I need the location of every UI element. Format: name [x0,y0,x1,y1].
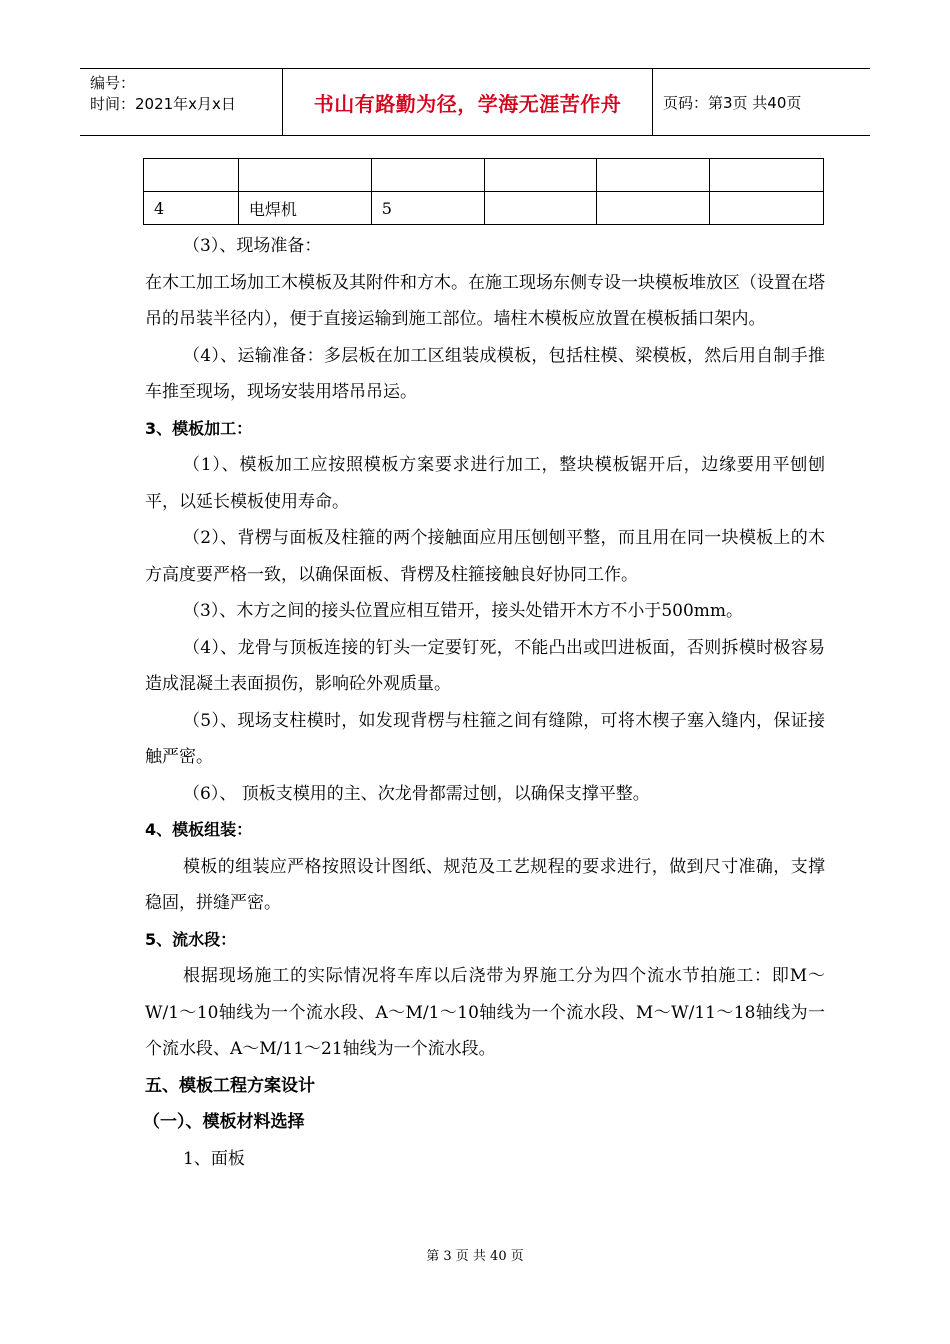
paragraph: 根据现场施工的实际情况将车库以后浇带为界施工分为四个流水节拍施工：即M～W/1～10轴线为一个流水段、A～M/1～10轴线为一个流水段、M～W/11～18轴线为一个流水段、A～M/11～21轴线为一个流水段。 [145,966,825,1059]
paragraph: （4）、龙骨与顶板连接的钉头一定要钉死，不能凸出或凹进板面，否则拆模时极容易造成混凝土表面损伤，影响砼外观质量。 [145,637,825,694]
paragraph: （5）、现场支柱模时，如发现背楞与柱箍之间有缝隙，可将木楔子塞入缝内，保证接触严密。 [145,710,825,767]
paragraph: （3）、木方之间的接头位置应相互错开，接头处错开木方不小于500mm。 [183,601,744,621]
header-meta [80,69,283,135]
section-heading: 5、流水段： [145,929,237,949]
section-heading: 4、模板组装： [145,820,253,839]
paragraph: （2）、背楞与面板及柱箍的两个接触面应用压刨刨平整，而且用在同一块模板上的木方高度要严格一致，以确保面板、背楞及柱箍接触良好协同工作。 [145,528,825,585]
page-footer: 第 3 页 共 40 页 [426,1249,524,1264]
table-cell [484,159,597,192]
table-cell [597,192,710,225]
header-page-code: 页码：第3页 共40页 [663,93,802,112]
header-motto: 书山有路勤为径，学海无涯苦作舟 [283,69,653,135]
section-heading: 3、模板加工： [145,418,253,438]
table-cell: 电焊机 [238,192,371,225]
table-cell [484,192,597,225]
document-number-label: 编号： [90,74,136,92]
table-cell: 5 [371,192,484,225]
subchapter-heading: （一）、模板材料选择 [143,1112,305,1132]
paragraph: 模板的组装应严格按照设计图纸、规范及工艺规程的要求进行，做到尺寸准确，支撑稳固，拼缝严密。 [145,856,825,913]
paragraph: （6）、 顶板支模用的主、次龙骨都需过刨，以确保支撑平整。 [183,783,650,804]
table-row [144,192,824,225]
table-row [144,159,824,192]
paragraph: （3）、现场准备： [183,236,322,256]
paragraph: （1）、模板加工应按照模板方案要求进行加工，整块模板锯开后，边缘要用平刨刨平，以延长模板使用寿命。 [145,455,825,512]
equipment-table [143,158,824,225]
page-header [80,68,870,136]
paragraph: 在木工加工场加工木模板及其附件和方木。在施工现场东侧专设一块模板堆放区（设置在塔吊的吊装半径内），便于直接运输到施工部位。墙柱木模板应放置在模板插口架内。 [145,272,825,329]
body-content [145,228,825,1177]
table-cell [710,159,824,192]
table-cell [144,159,239,192]
paragraph: 1、面板 [183,1148,245,1169]
table-cell [371,159,484,192]
document-time-label: 时间：2021年x月x日 [90,95,236,113]
paragraph: （4）、运输准备：多层板在加工区组装成模板，包括柱模、梁模板，然后用自制手推车推至现场，现场安装用塔吊吊运。 [145,345,825,402]
table-cell: 4 [144,192,239,225]
chapter-heading: 五、模板工程方案设计 [145,1075,315,1096]
table-cell [710,192,824,225]
table-cell [238,159,371,192]
table-cell [597,159,710,192]
